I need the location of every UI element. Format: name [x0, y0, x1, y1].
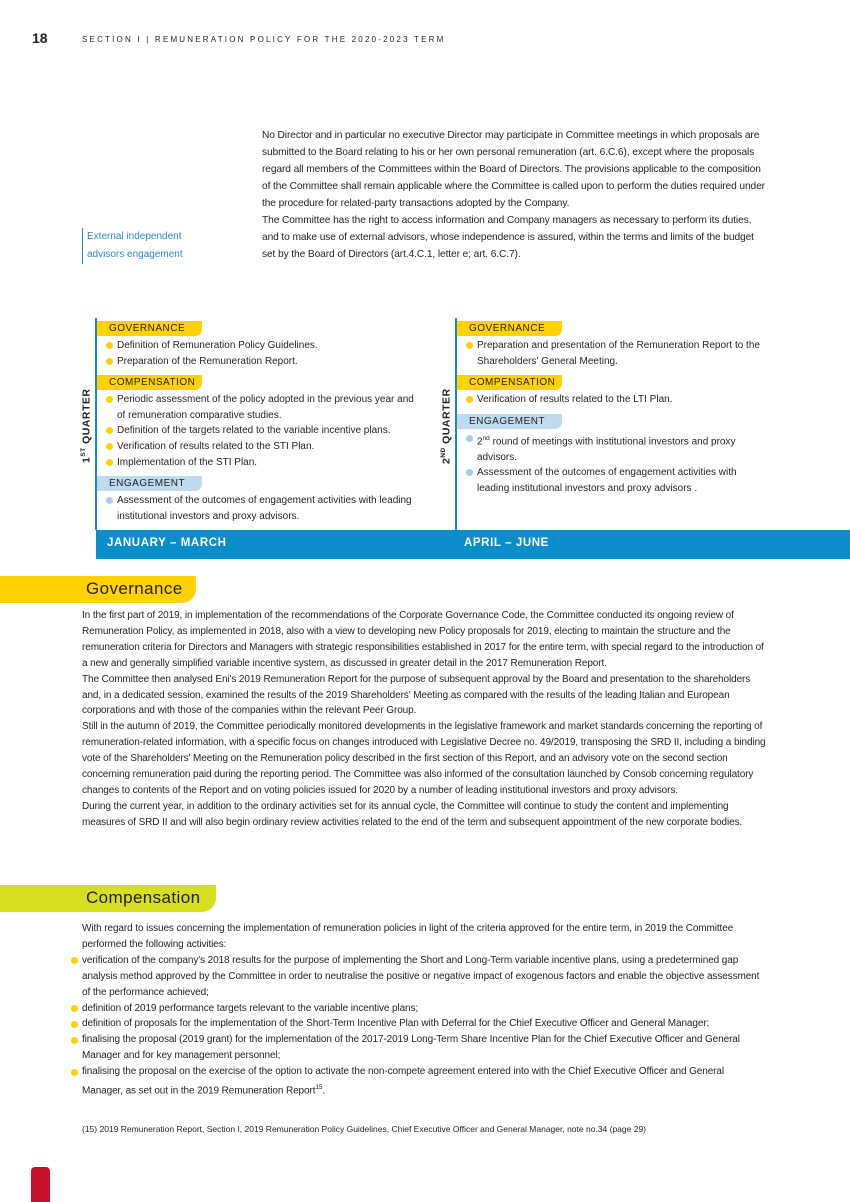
- governance-heading-band: [0, 576, 196, 603]
- q1-engagement-list: [106, 493, 419, 524]
- q1-label: [80, 389, 93, 464]
- page-tab: [31, 1167, 50, 1202]
- list-item: definition of 2019 performance targets relevant to the variable incentive plans;: [71, 1001, 767, 1017]
- round-text: round of meetings with institutional investors and proxy advisors.: [477, 436, 736, 463]
- running-head: SECTION I | REMUNERATION POLICY FOR THE 2020-2023 TERM: [82, 35, 446, 44]
- q2-compensation-list: [466, 392, 769, 408]
- q1-word: QUARTER: [80, 388, 93, 448]
- list-item: Definition of the targets related to the variable incentive plans.: [106, 423, 419, 439]
- list-item: Assessment of the outcomes of engagement activities with leading institutional investors and proxy advisors .: [466, 465, 769, 496]
- q2-engagement-list: [466, 431, 769, 497]
- q1-column: [97, 318, 419, 527]
- intro-paragraph: The Committee has the right to access information and Company managers as necessary to perform its duties, and to make use of external advisors, whose independence is assured, within the terms and limits of the budget set by the Board of Directors (art.4.C.1, letter e; art. 6.C.7).: [262, 215, 754, 260]
- intro-paragraph: No Director and in particular no executive Director may participate in Committee meetings in which proposals are submitted to the Board relating to his or her own personal remuneration (art. 6.C.6), except where the proposals regard all members of the Committees within the Board of Directors. The provisions applicable to the composition of the Committee shall remain applicable where the Committee is called upon to perform the duties required under the procedure for related-party transactions adopted by the Company.: [262, 130, 765, 209]
- governance-tag: GOVERNANCE: [457, 321, 562, 336]
- list-item: Preparation of the Remuneration Report.: [106, 354, 419, 370]
- engagement-tag: ENGAGEMENT: [97, 476, 202, 491]
- side-note-line: External independent: [87, 231, 182, 242]
- list-item: definition of proposals for the implementation of the Short-Term Incentive Plan with Deferral for the Chief Executive Officer and General Manager;: [71, 1016, 767, 1032]
- list-item: Verification of results related to the STI Plan.: [106, 439, 419, 455]
- compensation-tag: COMPENSATION: [457, 375, 562, 390]
- q2-number: 2: [440, 457, 453, 464]
- q2-suffix: ND: [440, 447, 447, 458]
- period-bar: [96, 530, 850, 559]
- governance-paragraph: The Committee then analysed Eni's 2019 Remuneration Report for the purpose of subsequent approval by the Board and presentation to the shareholders and, in a dedicated session, examined the results of the 2019 Shareholders' Meeting as compared with the results of the leading Italian and European corporations and with those of the companies within the relevant Peer Group.: [82, 673, 751, 717]
- compensation-list: [82, 953, 767, 1099]
- list-item: Definition of Remuneration Policy Guidelines.: [106, 338, 419, 354]
- footnote: (15) 2019 Remuneration Report, Section I, 2019 Remuneration Policy Guidelines, Chief Executive Officer and General Manager, note no.34 (page 29): [82, 1124, 647, 1134]
- q1-suffix: ST: [80, 447, 87, 457]
- governance-paragraph: Still in the autumn of 2019, the Committee periodically monitored developments in the legislative framework and market standards concerning the reporting of remuneration-related information, with a specific focus on changes introduced with Legislative Decree no. 49/2019, transposing the SRD II, including a binding vote of the Shareholders' Meeting on the Remuneration policy described in the first section of this Report, and an advisory vote on the second section concerning remuneration paid during the reporting period. The Committee was also informed of the consultation launched by Consob concerning regulatory changes to contents of the Report and on voting policies issued for 2020 by a number of leading institutional investors and proxy advisors.: [82, 721, 766, 796]
- list-item: [466, 431, 769, 466]
- side-note-line: advisors engagement: [87, 249, 183, 260]
- q1-number: 1: [80, 456, 93, 463]
- engagement-tag: ENGAGEMENT: [457, 414, 562, 429]
- list-item: [71, 1064, 767, 1099]
- governance-paragraph: During the current year, in addition to the ordinary activities set for its annual cycle, the Committee will continue to study the content and implementing measures of SRD II and will also begin ordinary review activities related to the end of the term and subsequent appointment of the new corporate bodies.: [82, 800, 743, 828]
- list-item: Verification of results related to the LTI Plan.: [466, 392, 769, 408]
- q1-governance-list: [106, 338, 419, 369]
- q2-column: [457, 318, 769, 499]
- compensation-intro: With regard to issues concerning the implementation of remuneration policies in light of the criteria approved for the entire term, in 2019 the Committee performed the following activities:: [82, 923, 734, 950]
- governance-heading: Governance: [86, 579, 183, 598]
- side-note: [82, 228, 183, 264]
- q1-compensation-list: [106, 392, 419, 470]
- governance-body: [82, 608, 767, 831]
- q1-period: JANUARY – MARCH: [107, 537, 227, 549]
- compensation-tag: COMPENSATION: [97, 375, 202, 390]
- compensation-heading: Compensation: [86, 888, 201, 907]
- last-bullet-end: .: [322, 1085, 326, 1097]
- intro-text: [262, 127, 767, 263]
- round-suffix: nd: [482, 434, 490, 442]
- list-item: Periodic assessment of the policy adopted in the previous year and of remuneration comparative studies.: [106, 392, 419, 423]
- q2-governance-list: [466, 338, 769, 369]
- last-bullet-text: finalising the proposal on the exercise of the option to activate the non-compete agreement entered into with the Chief Executive Officer and General Manager, as set out in the 2019 Remuneration Report: [82, 1066, 724, 1097]
- list-item: Implementation of the STI Plan.: [106, 455, 419, 471]
- compensation-body: [82, 921, 767, 1099]
- governance-tag: GOVERNANCE: [97, 321, 202, 336]
- list-item: finalising the proposal (2019 grant) for the implementation of the 2017-2019 Long-Term Share Incentive Plan for the Chief Executive Officer and General Manager and for key management personnel;: [71, 1032, 767, 1064]
- list-item: Assessment of the outcomes of engagement activities with leading institutional investors and proxy advisors.: [106, 493, 419, 524]
- footnote-ref: 15: [315, 1084, 323, 1092]
- q2-word: QUARTER: [440, 388, 453, 448]
- compensation-heading-band: [0, 885, 216, 912]
- q2-period: APRIL – JUNE: [464, 537, 549, 549]
- quarter-timeline: [0, 318, 850, 560]
- q2-label: [440, 388, 453, 464]
- list-item: verification of the company's 2018 results for the purpose of implementing the Short and Long-Term variable incentive plans, using a predetermined gap analysis method approved by the Committee in order to neutralise the positive or negative impact of exogenous factors and enable the objective assessment of the performance achieved;: [71, 953, 767, 1001]
- governance-paragraph: In the first part of 2019, in implementation of the recommendations of the Corporate Governance Code, the Committee conducted its ongoing review of Remuneration Policy, as implemented in 2018, also with a view to developing new Policy proposals for 2019, electing to maintain the structure and the remuneration criteria for Directors and Managers with strategic responsibilities established in 2017 for the entire term, with special regard to the introduction of a new and generally simplified variable incentive system, as discussed in greater detail in the 2017 Remuneration Report.: [82, 610, 764, 669]
- round-number: 2: [477, 436, 483, 448]
- page-number: 18: [32, 30, 48, 46]
- list-item: Preparation and presentation of the Remuneration Report to the Shareholders' General Meeting.: [466, 338, 769, 369]
